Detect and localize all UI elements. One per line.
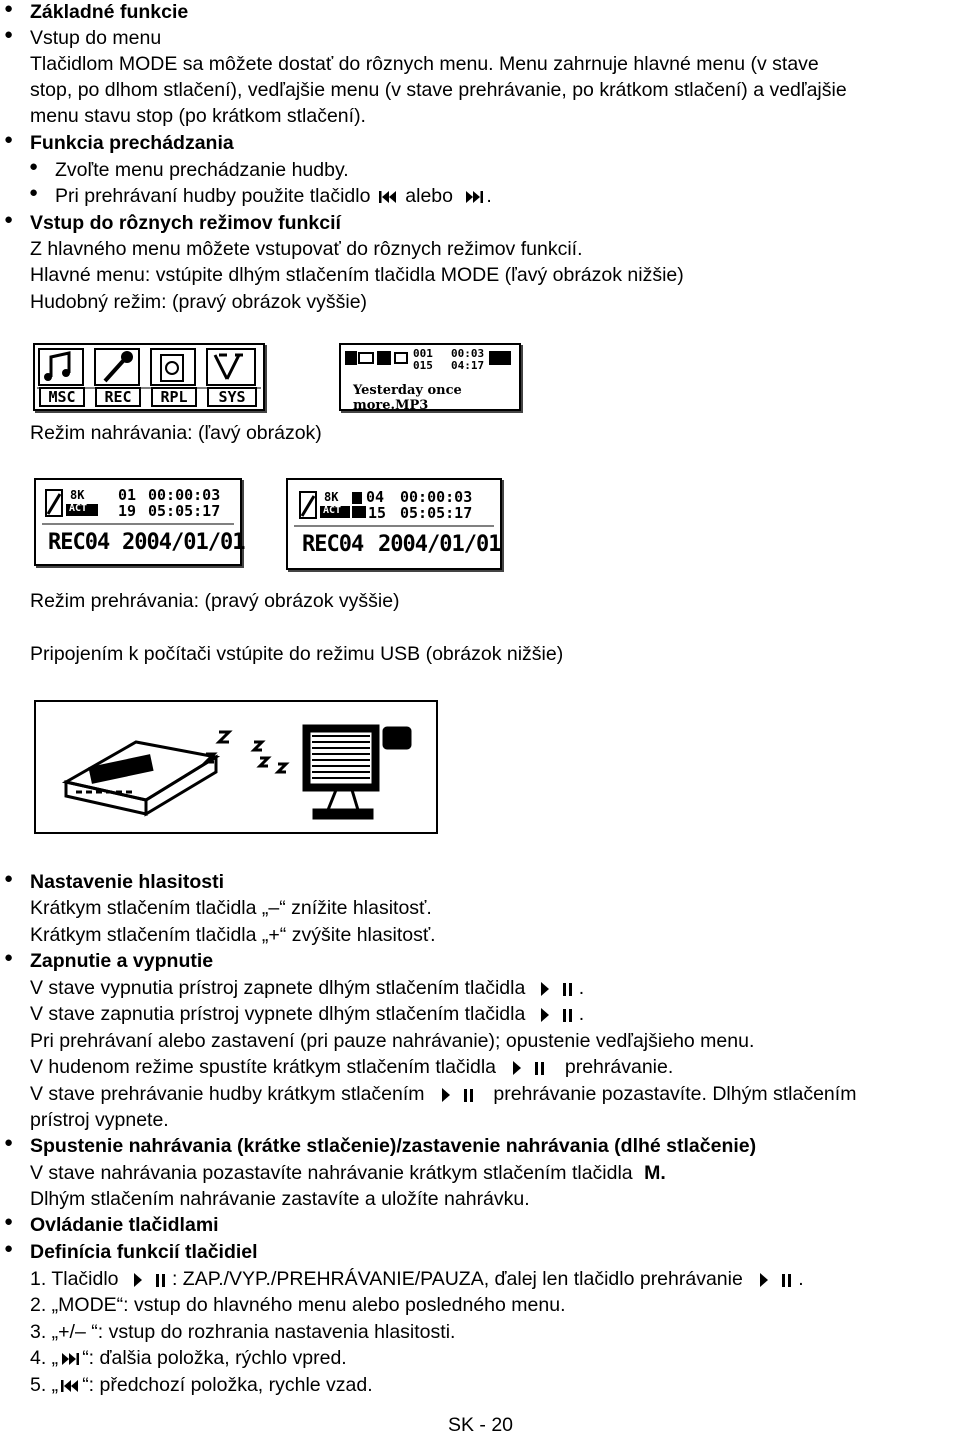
definition-item: [30, 1345, 347, 1371]
microphone-icon: [95, 349, 139, 385]
track-number: 001: [413, 347, 433, 360]
recording-remaining: 05:05:17: [400, 504, 473, 522]
menu-label-msc: MSC: [39, 387, 85, 407]
definition-text: .: [798, 1268, 804, 1290]
play-pause-icon: [440, 1085, 480, 1105]
rec-mode-caption: Režim nahrávania: (ľavý obrázok): [30, 422, 322, 444]
next-icon: [58, 1349, 82, 1369]
recording-count: 19: [118, 502, 137, 520]
power-text: .: [578, 1003, 585, 1025]
bullet-icon: ●: [29, 184, 39, 201]
recording-number: 04: [366, 488, 385, 506]
record-mode-screen-left: [34, 478, 245, 566]
music-note-icon: [39, 349, 83, 385]
bullet-icon: ●: [4, 131, 14, 148]
computer-monitor-icon: [304, 726, 410, 818]
definition-text: : ZAP./VYP./PREHRÁVANIE/PAUZA, ďalej len tlačidlo prehrávanie: [171, 1268, 743, 1290]
recording-time: 00:00:03: [400, 488, 473, 506]
definition-text: 4. „: [30, 1347, 59, 1369]
previous-icon: [376, 187, 400, 207]
menu-entry-heading: Vstup do menu: [30, 27, 162, 49]
bullet-icon: ●: [4, 1134, 14, 1151]
definition-item: 3. „+/– “: vstup do rozhrania nastavenia hlasitosti.: [30, 1321, 456, 1343]
power-heading: Zapnutie a vypnutie: [30, 950, 214, 972]
controls-heading: Ovládanie tlačidlami: [30, 1214, 219, 1236]
volume-line: Krátkym stlačením tlačidla „+“ zvýšite hlasitosť.: [30, 924, 436, 946]
volume-line: Krátkym stlačením tlačidla „–“ znížite hlasitosť.: [30, 897, 432, 919]
mode-key-label: M.: [644, 1162, 666, 1184]
quality-label: 8K: [324, 490, 339, 504]
recording-file: REC04: [302, 532, 364, 557]
quality-label: 8K: [70, 488, 85, 502]
recording-time: 00:00:03: [148, 486, 221, 504]
recording-line: Dlhým stlačením nahrávanie zastavíte a uložíte nahrávku.: [30, 1188, 530, 1210]
browse-line: Zvoľte menu prechádzanie hudby.: [55, 159, 349, 181]
browse-text: .: [486, 185, 492, 207]
browse-heading: Funkcia prechádzania: [30, 132, 234, 154]
power-text: prehrávanie.: [564, 1056, 674, 1078]
bullet-icon: ●: [4, 26, 14, 43]
bullet-icon: ●: [4, 949, 14, 966]
definitions-heading: Definícia funkcií tlačidiel: [30, 1241, 258, 1263]
recording-date: 2004/01/01: [122, 530, 245, 555]
format-label: ACT: [69, 503, 88, 514]
play-pause-icon: [511, 1058, 551, 1078]
bullet-icon: ●: [4, 1240, 14, 1257]
power-text: .: [578, 977, 585, 999]
volume-heading: Nastavenie hlasitosti: [30, 871, 224, 893]
definition-text: 5. „: [30, 1374, 59, 1396]
track-total: 015: [413, 359, 433, 372]
menu-label-rec: REC: [95, 387, 141, 407]
definition-item: [30, 1266, 804, 1292]
power-line: prístroj vypnete.: [30, 1109, 169, 1131]
main-menu-screen: [33, 343, 265, 411]
power-text: V stave prehrávanie hudby krátkym stlačením: [30, 1083, 425, 1105]
definition-item: [30, 1372, 373, 1398]
power-text: V stave zapnutia prístroj vypnete dlhým stlačením tlačidla: [30, 1003, 526, 1025]
usb-mode-illustration: [34, 700, 438, 834]
recording-text: V stave nahrávania pozastavíte nahrávanie krátkym stlačením tlačidla: [30, 1162, 633, 1184]
bullet-icon: ●: [4, 870, 14, 887]
format-label: ACT: [323, 505, 342, 516]
play-pause-icon: [758, 1270, 798, 1290]
menu-paragraph-line: Tlačidlom MODE sa môžete dostať do rôznych menu. Menu zahrnuje hlavné menu (v stave: [30, 53, 819, 75]
recording-remaining: 05:05:17: [148, 502, 221, 520]
bullet-icon: ●: [29, 158, 39, 175]
definition-text: “: předchozí položka, rychle vzad.: [82, 1374, 373, 1396]
power-line: [30, 975, 584, 1001]
previous-icon: [58, 1376, 82, 1396]
power-text: prehrávanie pozastavíte. Dlhým stlačením: [493, 1083, 857, 1105]
recording-count: 15: [368, 504, 387, 522]
replay-icon: [151, 349, 195, 385]
browse-line: [55, 183, 492, 209]
menu-paragraph-line: stop, po dlhom stlačení), vedľajšie menu (v stave prehrávanie, po krátkom stlačení) a vedľajšie: [30, 79, 847, 101]
definition-text: “: ďalšia položka, rýchlo vpred.: [82, 1347, 347, 1369]
power-line: [30, 1081, 856, 1107]
recording-date: 2004/01/01: [378, 532, 501, 557]
bullet-icon: ●: [4, 211, 14, 228]
transfer-z-icon: [206, 732, 286, 772]
browse-text: alebo: [405, 185, 453, 207]
track-title: Yesterday once more.MP3: [353, 383, 462, 413]
recording-heading: Spustenie nahrávania (krátke stlačenie)/zastavenie nahrávania (dlhé stlačenie): [30, 1135, 757, 1157]
power-text: V stave vypnutia prístroj zapnete dlhým stlačením tlačidla: [30, 977, 526, 999]
play-pause-icon: [539, 979, 579, 999]
power-line: [30, 1001, 584, 1027]
page-number: SK - 20: [448, 1414, 514, 1436]
play-pause-icon: [132, 1270, 172, 1290]
usb-mode-caption: Pripojením k počítači vstúpite do režimu USB (obrázok nižšie): [30, 643, 564, 665]
menu-paragraph-line: menu stavu stop (po krátkom stlačení).: [30, 105, 366, 127]
modes-line: Hlavné menu: vstúpite dlhým stlačením tlačidla MODE (ľavý obrázok nižšie): [30, 264, 684, 286]
menu-label-rpl: RPL: [151, 387, 197, 407]
play-pause-icon: [539, 1005, 579, 1025]
power-line: [30, 1054, 673, 1080]
elapsed-time: 00:03: [451, 347, 485, 360]
bullet-icon: ●: [4, 0, 14, 17]
power-text: V hudenom režime spustíte krátkym stlačením tlačidla: [30, 1056, 497, 1078]
track-length: 04:17: [451, 359, 485, 372]
recording-line: [30, 1160, 666, 1186]
play-mode-caption: Režim prehrávania: (pravý obrázok vyššie): [30, 590, 400, 612]
music-mode-screen: [339, 343, 521, 411]
browse-text: Pri prehrávaní hudby použite tlačidlo: [55, 185, 371, 207]
bullet-icon: ●: [4, 1213, 14, 1230]
player-device-icon: [66, 742, 216, 814]
tools-icon: [207, 349, 255, 385]
recording-file: REC04: [48, 530, 110, 555]
modes-line: Hudobný režim: (pravý obrázok vyššie): [30, 291, 368, 313]
section-title-basic: Základné funkcie: [30, 1, 189, 23]
next-icon: [462, 187, 486, 207]
recording-number: 01: [118, 486, 137, 504]
modes-heading: Vstup do rôznych režimov funkcií: [30, 212, 341, 234]
record-mode-screen-right: [286, 478, 502, 570]
modes-line: Z hlavného menu môžete vstupovať do rôznych režimov funkcií.: [30, 238, 583, 260]
definition-text: 1. Tlačidlo: [30, 1268, 119, 1290]
power-line: Pri prehrávaní alebo zastavení (pri pauze nahrávanie); opustenie vedľajšieho menu.: [30, 1030, 755, 1052]
menu-label-sys: SYS: [207, 387, 257, 407]
definition-item: 2. „MODE“: vstup do hlavného menu alebo posledného menu.: [30, 1294, 566, 1316]
